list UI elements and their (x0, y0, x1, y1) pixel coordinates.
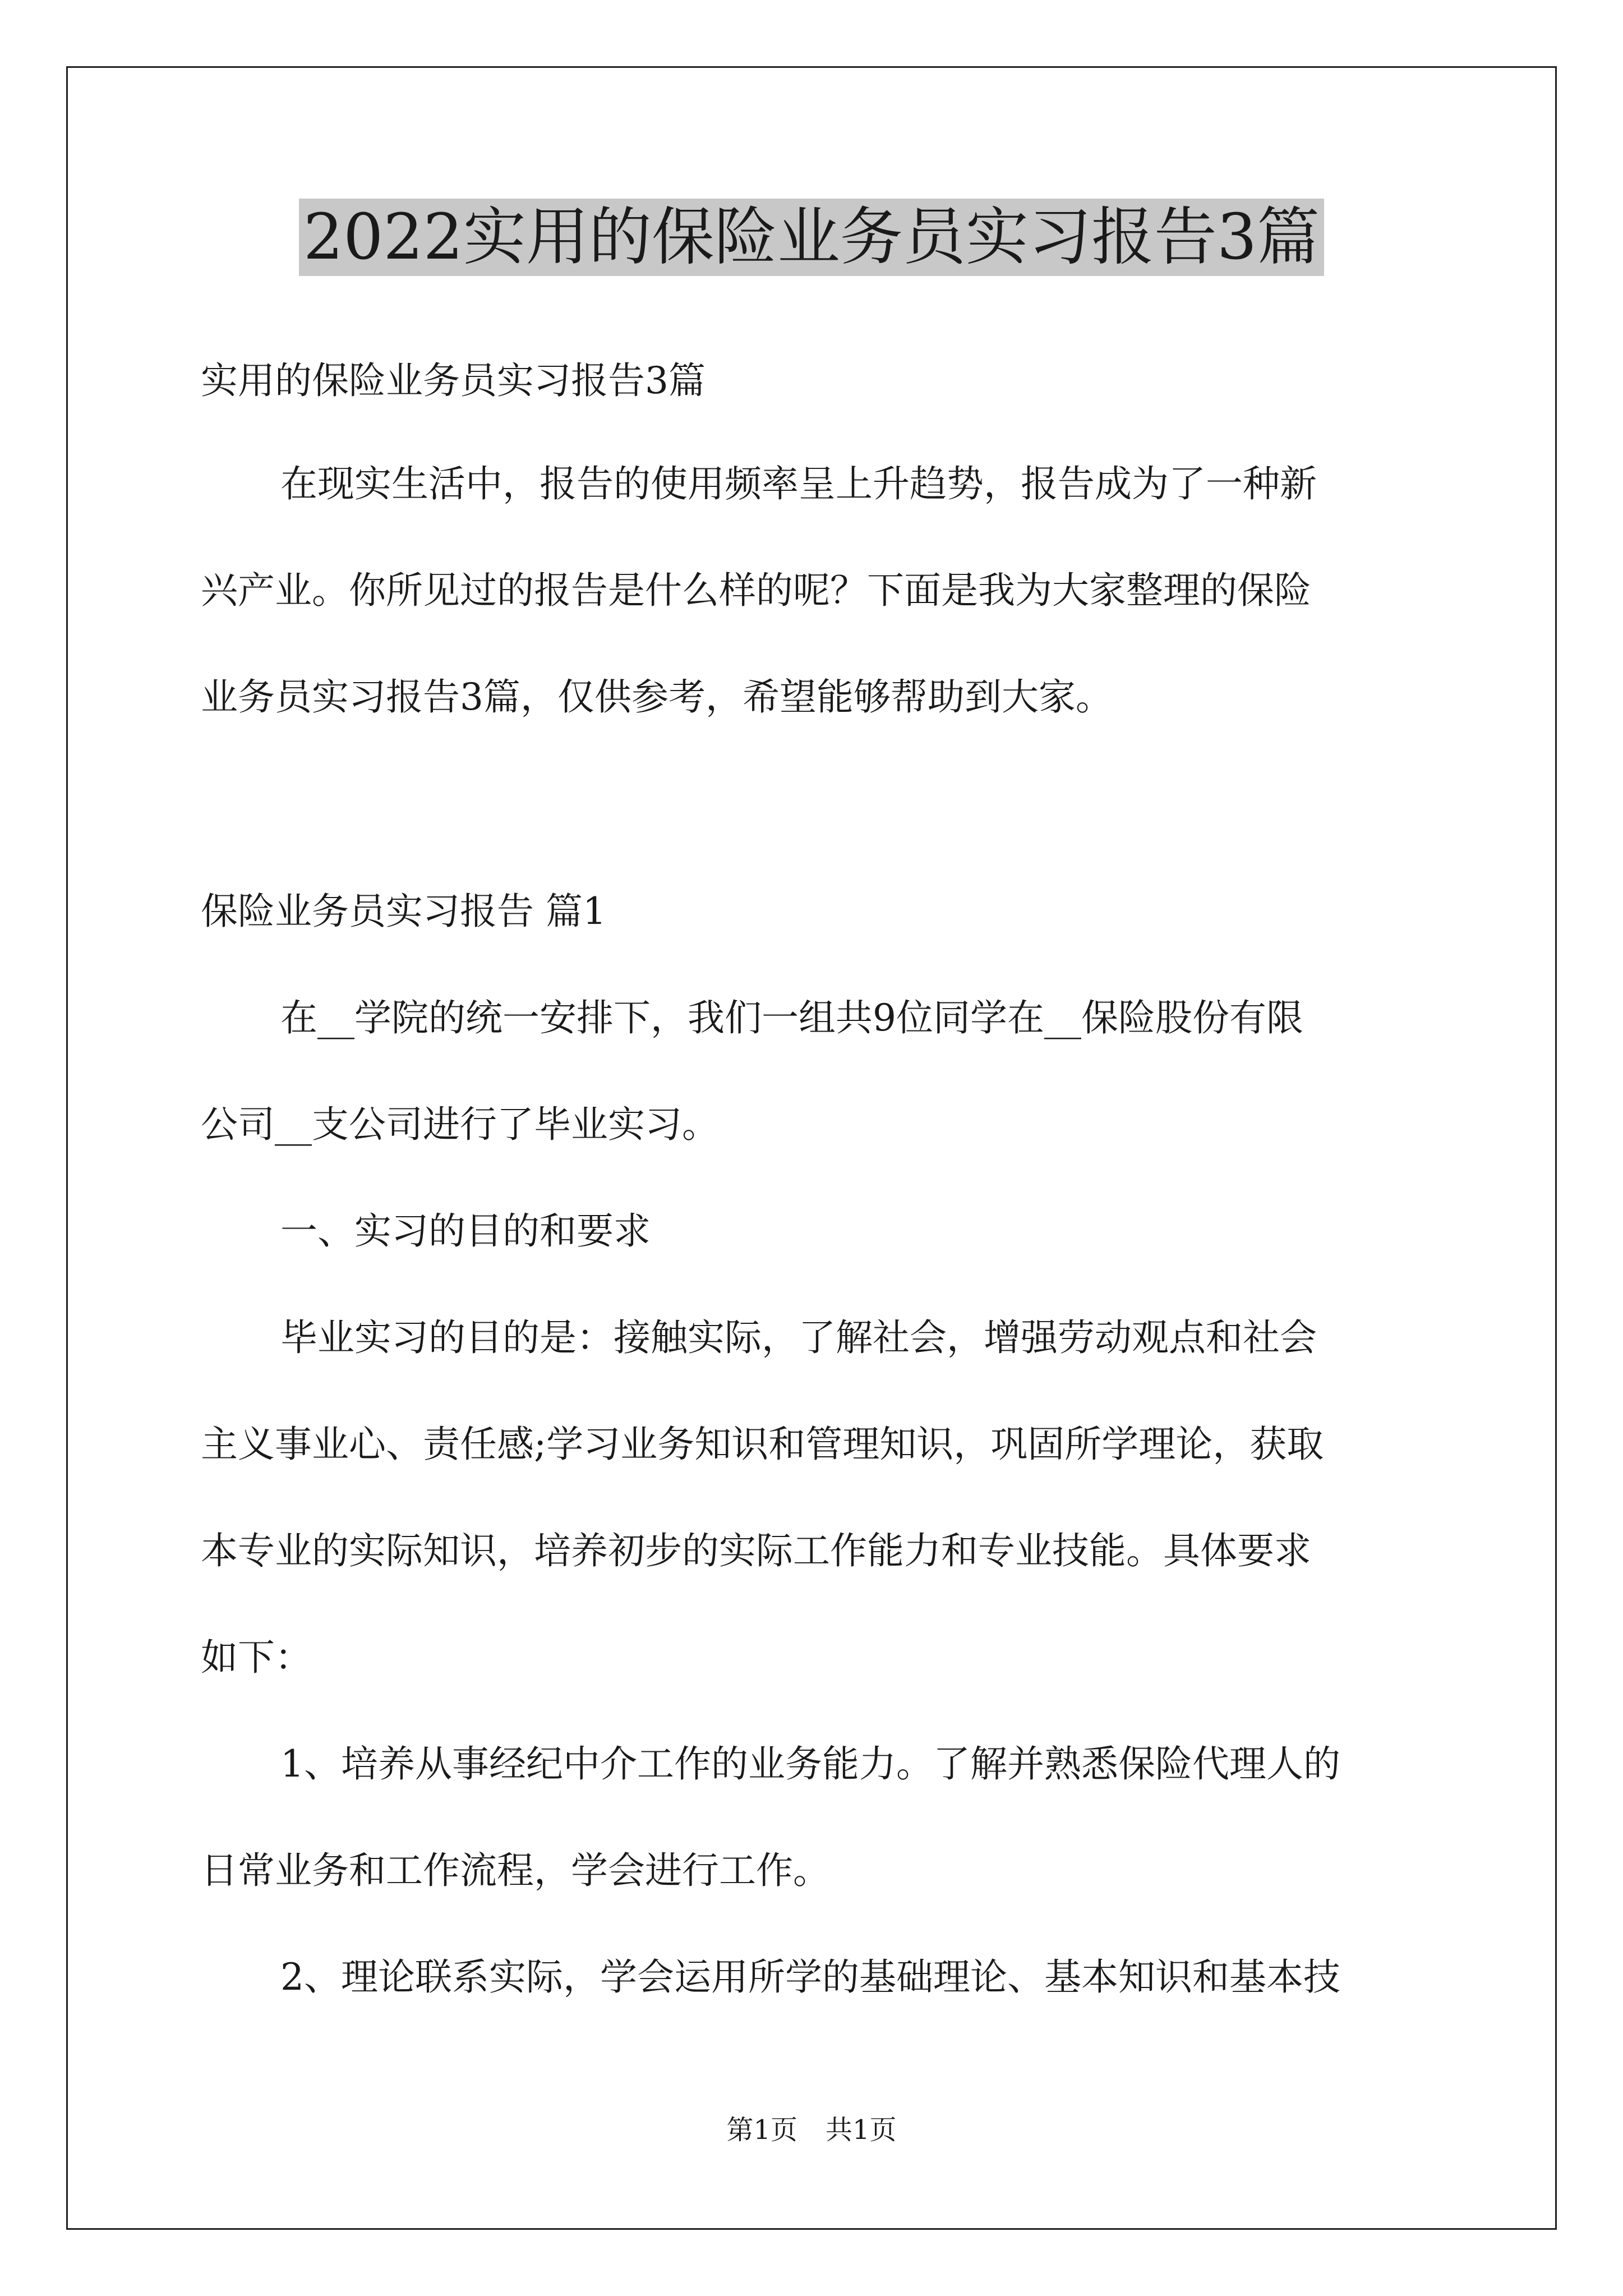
body-line: 本专业的实际知识，培养初步的实际工作能力和专业技能。具体要求 (201, 1529, 1311, 1572)
body-line: 2、理论联系实际，学会运用所学的基础理论、基本知识和基本技 (280, 1955, 1340, 1999)
body-line: 日常业务和工作流程，学会进行工作。 (201, 1849, 830, 1892)
body-line: 1、培养从事经纪中介工作的业务能力。了解并熟悉保险代理人的 (280, 1742, 1340, 1786)
subsection-heading: 一、实习的目的和要求 (280, 1209, 651, 1253)
section-heading: 保险业务员实习报告 篇1 (201, 890, 606, 933)
intro-line-1: 在现实生活中，报告的使用频率呈上升趋势，报告成为了一种新 (280, 462, 1317, 505)
body-line: 如下： (201, 1636, 312, 1679)
body-line: 在__学院的统一安排下，我们一组共9位同学在__保险股份有限 (280, 996, 1303, 1039)
page-number: 第1页 (726, 2114, 797, 2146)
document-subtitle: 实用的保险业务员实习报告3篇 (201, 359, 706, 402)
page-footer (0, 2113, 1623, 2147)
intro-line-3: 业务员实习报告3篇，仅供参考，希望能够帮助到大家。 (201, 675, 1113, 719)
body-line: 公司__支公司进行了毕业实习。 (201, 1103, 719, 1146)
document-title (0, 195, 1623, 279)
page-total: 共1页 (826, 2114, 897, 2146)
intro-line-2: 兴产业。你所见过的报告是什么样的呢？下面是我为大家整理的保险 (201, 569, 1311, 612)
body-line: 主义事业心、责任感;学习业务知识和管理知识，巩固所学理论，获取 (201, 1423, 1324, 1466)
body-line: 毕业实习的目的是：接触实际，了解社会，增强劳动观点和社会 (280, 1316, 1317, 1359)
document-title-text: 2022实用的保险业务员实习报告3篇 (299, 199, 1324, 276)
